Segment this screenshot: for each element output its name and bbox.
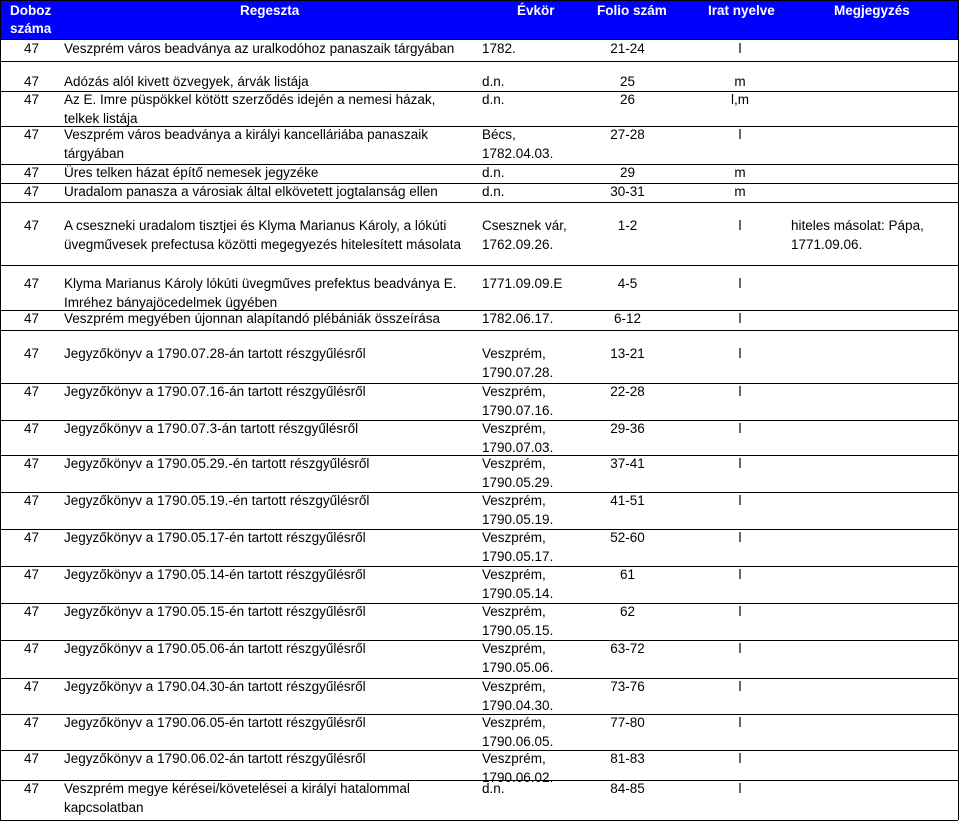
regeszta-text: Jegyzőkönyv a 1790.04.30-án tartott részgyűlésről: [64, 679, 366, 694]
evkor-text: 1790.07.28.: [482, 364, 554, 380]
regeszta-text: Adózás alól kivett özvegyek, árvák listája: [64, 74, 309, 89]
evkor-text: Veszprém,: [482, 384, 546, 399]
doboz-number: 47: [24, 74, 40, 89]
irat-language: l: [738, 567, 742, 582]
regeszta-text: Uradalom panasza a városiak által elkövetett jogtalanság ellen: [64, 184, 438, 199]
regeszta-text: Jegyzőkönyv a 1790.05.17-én tartott részgyűlésről: [64, 530, 366, 545]
folio-number: 6-12: [613, 311, 642, 326]
evkor-text: d.n.: [482, 781, 505, 796]
irat-language: l: [738, 751, 742, 766]
folio-number: 63-72: [610, 641, 645, 656]
doboz-number: 47: [24, 184, 40, 199]
doboz-number: 47: [24, 530, 40, 545]
evkor-text: d.n.: [482, 165, 505, 180]
header-megjegyzes: Megjegyzés: [834, 3, 910, 18]
row-divider: [0, 202, 958, 203]
folio-number: 81-83: [610, 751, 645, 766]
folio-number: 25: [619, 74, 636, 89]
doboz-number: 47: [24, 346, 40, 361]
irat-language: l: [738, 641, 742, 656]
irat-language: m: [734, 184, 746, 199]
table-border-vertical: [0, 0, 1, 820]
irat-language: l: [738, 456, 742, 471]
regeszta-text: tárgyában: [64, 145, 125, 161]
evkor-text: Veszprém,: [482, 530, 546, 545]
irat-language: m: [734, 165, 746, 180]
evkor-text: Veszprém,: [482, 604, 546, 619]
irat-language: l: [738, 781, 742, 796]
regeszta-text: Jegyzőkönyv a 1790.05.15-én tartott részgyűlésről: [64, 604, 366, 619]
regeszta-text: Az E. Imre püspökkel kötött szerződés idején a nemesi házak,: [64, 92, 436, 107]
folio-number: 62: [619, 604, 636, 619]
folio-number: 29-36: [610, 421, 645, 436]
evkor-text: d.n.: [482, 184, 505, 199]
evkor-text: Veszprém,: [482, 751, 546, 766]
doboz-number: 47: [24, 751, 40, 766]
irat-language: l: [738, 41, 742, 56]
irat-language: l: [738, 218, 742, 233]
folio-number: 73-76: [610, 679, 645, 694]
row-divider: [0, 330, 958, 331]
folio-number: 21-24: [610, 41, 645, 56]
irat-language: l: [738, 421, 742, 436]
regeszta-text: Jegyzőkönyv a 1790.06.05-én tartott részgyűlésről: [64, 715, 366, 730]
evkor-text: 1790.05.14.: [482, 585, 554, 601]
evkor-text: Veszprém,: [482, 641, 546, 656]
regeszta-text: kapcsolatban: [64, 799, 144, 815]
row-divider: [0, 265, 958, 266]
regeszta-text: Veszprém város beadványa az uralkodóhoz panaszaik tárgyában: [64, 41, 455, 56]
evkor-text: 1790.06.02.: [482, 769, 554, 785]
folio-number: 61: [619, 567, 636, 582]
doboz-number: 47: [24, 384, 40, 399]
folio-number: 29: [619, 165, 636, 180]
doboz-number: 47: [24, 218, 40, 233]
regeszta-text: Jegyzőkönyv a 1790.05.14-én tartott részgyűlésről: [64, 567, 366, 582]
folio-number: 26: [619, 92, 636, 107]
doboz-number: 47: [24, 165, 40, 180]
evkor-text: 1790.05.17.: [482, 548, 554, 564]
header-regeszta: Regeszta: [240, 3, 300, 18]
doboz-number: 47: [24, 567, 40, 582]
evkor-text: 1790.07.03.: [482, 439, 554, 455]
evkor-text: 1790.06.05.: [482, 733, 554, 749]
evkor-text: d.n.: [482, 92, 505, 107]
folio-number: 27-28: [610, 127, 645, 142]
doboz-number: 47: [24, 641, 40, 656]
megjegyzes-text: 1771.09.06.: [791, 236, 863, 252]
regeszta-text: Jegyzőkönyv a 1790.07.28-án tartott részgyűlésről: [64, 346, 366, 361]
evkor-text: d.n.: [482, 74, 505, 89]
doboz-number: 47: [24, 715, 40, 730]
evkor-text: 1771.09.09.E: [482, 276, 563, 291]
row-divider: [0, 61, 958, 62]
regeszta-text: Jegyzőkönyv a 1790.06.02-án tartott részgyűlésről: [64, 751, 366, 766]
doboz-number: 47: [24, 604, 40, 619]
doboz-number: 47: [24, 92, 40, 107]
folio-number: 22-28: [610, 384, 645, 399]
regeszta-text: üvegművesek prefectusa közötti megegyezés hitelesített másolata: [64, 236, 461, 252]
evkor-text: 1762.09.26.: [482, 236, 554, 252]
irat-language: l: [738, 604, 742, 619]
evkor-text: Veszprém,: [482, 493, 546, 508]
irat-language: l: [738, 715, 742, 730]
irat-language: l: [738, 127, 742, 142]
header-szama: száma: [10, 21, 52, 36]
megjegyzes-text: hiteles másolat: Pápa,: [791, 218, 924, 233]
evkor-text: Veszprém,: [482, 456, 546, 471]
doboz-number: 47: [24, 41, 40, 56]
irat-language: m: [734, 74, 746, 89]
regeszta-text: Jegyzőkönyv a 1790.07.16-án tartott részgyűlésről: [64, 384, 366, 399]
folio-number: 37-41: [610, 456, 645, 471]
evkor-text: 1782.06.17.: [482, 311, 554, 326]
evkor-text: Veszprém,: [482, 679, 546, 694]
evkor-text: 1782.: [482, 41, 516, 56]
regeszta-text: Veszprém megye kérései/követelései a királyi hatalommal: [64, 781, 410, 796]
regeszta-text: Jegyzőkönyv a 1790.05.19.-én tartott részgyűlésről: [64, 493, 370, 508]
doboz-number: 47: [24, 456, 40, 471]
header-evkor: Évkör: [517, 3, 555, 18]
regeszta-text: Klyma Marianus Károly lókúti üvegműves prefektus beadványa E.: [64, 276, 457, 291]
regeszta-text: Üres telken házat építő nemesek jegyzéke: [64, 165, 319, 180]
regeszta-text: Imréhez bányajöcedelmek ügyében: [64, 294, 278, 310]
evkor-text: Csesznek vár,: [482, 218, 567, 233]
evkor-text: 1790.05.15.: [482, 622, 554, 638]
header-folio: Folio szám: [597, 3, 667, 18]
irat-language: l: [738, 311, 742, 326]
regeszta-text: A csesznekі uradalom tisztjei és Klyma Marianus Károly, a lókúti: [64, 218, 447, 233]
irat-language: l: [738, 679, 742, 694]
doboz-number: 47: [24, 127, 40, 142]
doboz-number: 47: [24, 679, 40, 694]
irat-language: l: [738, 276, 742, 291]
header-irat: Irat nyelve: [708, 3, 775, 18]
evkor-text: 1790.07.16.: [482, 402, 554, 418]
irat-language: l: [738, 530, 742, 545]
doboz-number: 47: [24, 276, 40, 291]
irat-language: l: [738, 493, 742, 508]
folio-number: 1-2: [617, 218, 638, 233]
folio-number: 84-85: [610, 781, 645, 796]
evkor-text: Veszprém,: [482, 346, 546, 361]
irat-language: l: [738, 346, 742, 361]
folio-number: 4-5: [617, 276, 638, 291]
doboz-number: 47: [24, 311, 40, 326]
irat-language: l: [738, 384, 742, 399]
evkor-text: Veszprém,: [482, 421, 546, 436]
evkor-text: 1782.04.03.: [482, 145, 554, 161]
folio-number: 30-31: [610, 184, 645, 199]
evkor-text: Veszprém,: [482, 567, 546, 582]
evkor-text: 1790.05.06.: [482, 659, 554, 675]
folio-number: 41-51: [610, 493, 645, 508]
folio-number: 77-80: [610, 715, 645, 730]
regeszta-text: Jegyzőkönyv a 1790.07.3-án tartott részgyűlésről: [64, 421, 359, 436]
doboz-number: 47: [24, 781, 40, 796]
regeszta-text: Veszprém város beadványa a királyi kancelláriába panaszaik: [64, 127, 428, 142]
evkor-text: Veszprém,: [482, 715, 546, 730]
evkor-text: 1790.05.19.: [482, 511, 554, 527]
folio-number: 52-60: [610, 530, 645, 545]
regeszta-text: telkek listája: [64, 110, 138, 126]
regeszta-text: Jegyzőkönyv a 1790.05.06-án tartott részgyűlésről: [64, 641, 366, 656]
evkor-text: Bécs,: [482, 127, 516, 142]
doboz-number: 47: [24, 421, 40, 436]
irat-language: l,m: [731, 92, 749, 107]
regeszta-text: Veszprém megyében újonnan alapítandó plébániák összeírása: [64, 311, 441, 326]
evkor-text: 1790.04.30.: [482, 697, 554, 713]
table-header: [0, 0, 958, 39]
table-border-top: [0, 0, 958, 1]
folio-number: 13-21: [610, 346, 645, 361]
regeszta-text: Jegyzőkönyv a 1790.05.29.-én tartott részgyűlésről: [64, 456, 370, 471]
header-doboz: Doboz: [10, 3, 52, 18]
evkor-text: 1790.05.29.: [482, 474, 554, 490]
doboz-number: 47: [24, 493, 40, 508]
